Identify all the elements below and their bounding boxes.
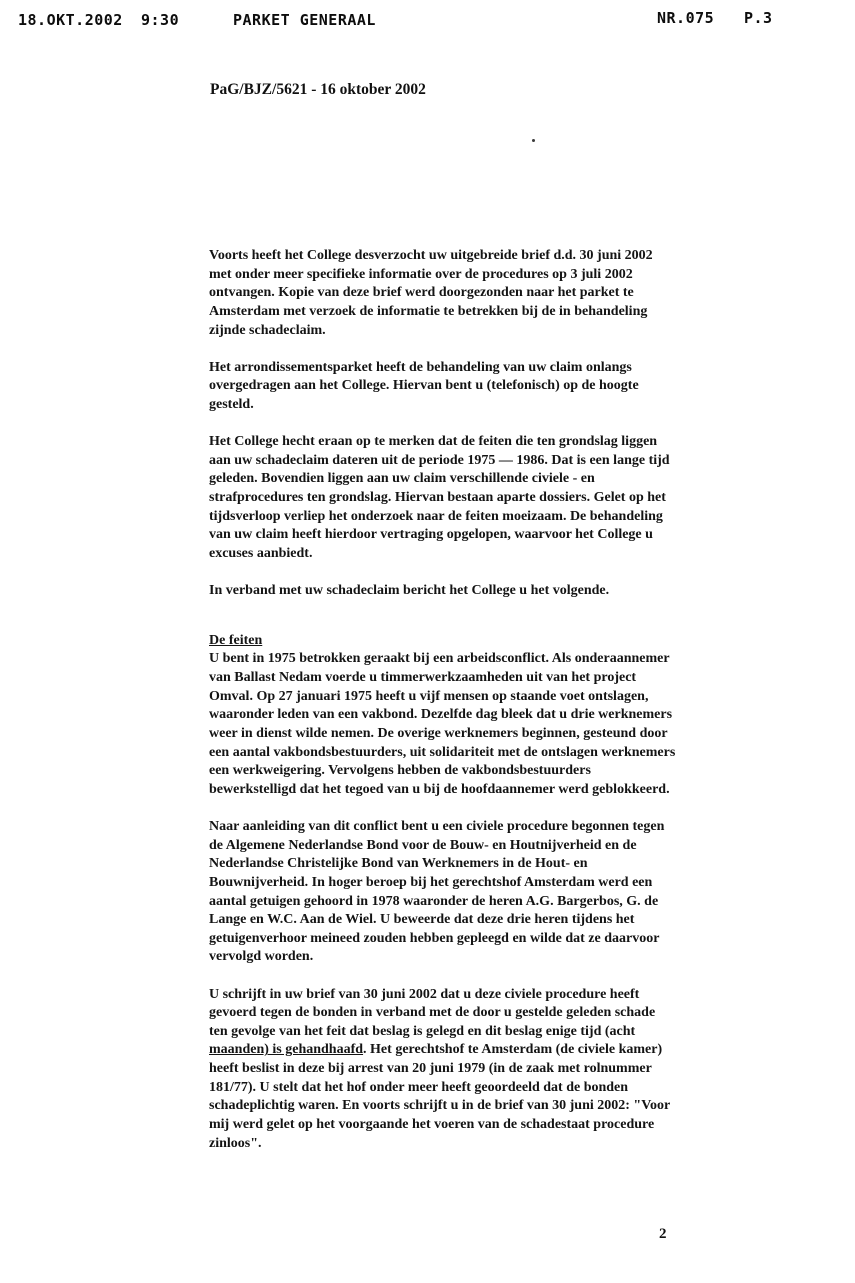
text-line: gevoerd tegen de bonden in verband met de door u gestelde geleden schade xyxy=(209,1005,656,1021)
text-line: strafprocedures ten grondslag. Hiervan bestaan aparte dossiers. Gelet op het xyxy=(209,490,666,506)
text-line: Bouwnijverheid. In hoger beroep bij het gerechtshof Amsterdam werd een xyxy=(209,874,653,890)
paragraph xyxy=(209,650,775,799)
fax-number: NR.075 xyxy=(657,9,715,27)
text-line: zinloos". xyxy=(209,1135,262,1151)
underlined-text: maanden) is gehandhaafd xyxy=(209,1042,364,1058)
text-line: heeft beslist in deze bij arrest van 20 juni 1979 (in de zaak met rolnummer xyxy=(209,1061,652,1077)
text-line: van uw claim heeft hierdoor vertraging opgelopen, waarvoor het College u xyxy=(209,527,653,543)
text-line: Omval. Op 27 januari 1975 heeft u vijf mensen op staande voet ontslagen, xyxy=(209,688,649,704)
letter-body xyxy=(209,247,775,1172)
text-line: aan uw schadeclaim dateren uit de periode 1975 — 1986. Dat is een lange tijd xyxy=(209,452,670,468)
heading-text: De feiten xyxy=(209,632,263,648)
text-line: gesteld. xyxy=(209,396,254,412)
text-line: maanden) is gehandhaafd. Het gerechtshof te Amsterdam (de civiele kamer) xyxy=(209,1042,663,1058)
fax-page-indicator: P.3 xyxy=(744,9,773,27)
paragraph xyxy=(209,247,775,340)
paragraph xyxy=(209,433,775,563)
page-number: 2 xyxy=(659,1226,667,1242)
text-line: In verband met uw schadeclaim bericht het College u het volgende. xyxy=(209,583,610,599)
text-line: U schrijft in uw brief van 30 juni 2002 dat u deze civiele procedure heeft xyxy=(209,986,640,1002)
text-line: Het arrondissementsparket heeft de behandeling van uw claim onlangs xyxy=(209,359,632,375)
text-line: een werkweigering. Vervolgens hebben de vakbondsbestuurders xyxy=(209,763,591,779)
text-line: mij werd gelet op het voorgaande het voeren van de schadestaat procedure xyxy=(209,1116,655,1132)
text-line: overgedragen aan het College. Hiervan bent u (telefonisch) op de hoogte xyxy=(209,378,639,394)
paragraph xyxy=(209,986,775,1154)
text-line: Lange en W.C. Aan de Wiel. U beweerde dat deze drie heren tijdens het xyxy=(209,912,635,928)
text-line: ten gevolge van het feit dat beslag is gelegd en dit beslag enige tijd (acht xyxy=(209,1023,636,1039)
text-line: tijdsverloop verliep het onderzoek naar de feiten moeizaam. De behandeling xyxy=(209,508,663,524)
paragraph xyxy=(209,818,775,967)
text-line: Voorts heeft het College desverzocht uw uitgebreide brief d.d. 30 juni 2002 xyxy=(209,248,653,263)
text-line: waaronder leden van een vakbond. Dezelfde dag bleek dat u drie werknemers xyxy=(209,707,673,723)
text-line: zijnde schadeclaim. xyxy=(209,322,326,338)
section-heading xyxy=(209,632,775,651)
text-line: Amsterdam met verzoek de informatie te betrekken bij de in behandeling xyxy=(209,303,648,319)
paragraph xyxy=(209,582,775,601)
fax-date: 18.OKT.2002 xyxy=(18,11,123,29)
scan-speck-artifact xyxy=(532,139,535,142)
paragraph xyxy=(209,359,775,415)
fax-time: 9:30 xyxy=(141,11,180,29)
text-line: ontvangen. Kopie van deze brief werd doorgezonden naar het parket te xyxy=(209,285,634,301)
text-line: Naar aanleiding van dit conflict bent u een civiele procedure begonnen tegen xyxy=(209,819,665,834)
text-line: geleden. Bovendien liggen aan uw claim verschillende civiele - en xyxy=(209,471,595,487)
text-line: een aantal vakbondsbestuurders, uit solidariteit met de ontslagen werknemers xyxy=(209,744,676,760)
text-line: 181/77). U stelt dat het hof onder meer heeft geoordeeld dat de bonden xyxy=(209,1079,629,1095)
text-line: weer in dienst wilde nemen. De overige werknemers beginnen, gesteund door xyxy=(209,725,668,741)
text-line: Nederlandse Christelijke Bond van Werknemers in de Hout- en xyxy=(209,856,588,872)
text-line: de Algemene Nederlandse Bond voor de Bouw- en Houtnijverheid en de xyxy=(209,837,637,853)
fax-sender-name: PARKET GENERAAL xyxy=(233,11,376,29)
text-line: van Ballast Nedam voerde u timmerwerkzaamheden uit van het project xyxy=(209,670,637,686)
text-line: bewerkstelligd dat het tegoed van u bij de hoofdaannemer werd geblokkeerd. xyxy=(209,781,670,797)
text-line: aantal getuigen gehoord in 1978 waaronder de heren A.G. Bargerbos, G. de xyxy=(209,893,659,909)
text-line: Het College hecht eraan op te merken dat de feiten die ten grondslag liggen xyxy=(209,434,658,450)
text-line: excuses aanbiedt. xyxy=(209,545,313,561)
text-line: met onder meer specifieke informatie over de procedures op 3 juli 2002 xyxy=(209,266,633,282)
text-line: schadeplichtig waren. En voorts schrijft u in de brief van 30 juni 2002: "Voor xyxy=(209,1098,671,1114)
text-line: U bent in 1975 betrokken geraakt bij een arbeidsconflict. Als onderaannemer xyxy=(209,651,670,667)
text-line: getuigenverhoor meineed zouden hebben gepleegd en wilde dat ze daarvoor xyxy=(209,930,660,946)
document-reference-line: PaG/BJZ/5621 - 16 oktober 2002 xyxy=(210,81,426,98)
text-line: vervolgd worden. xyxy=(209,949,314,965)
